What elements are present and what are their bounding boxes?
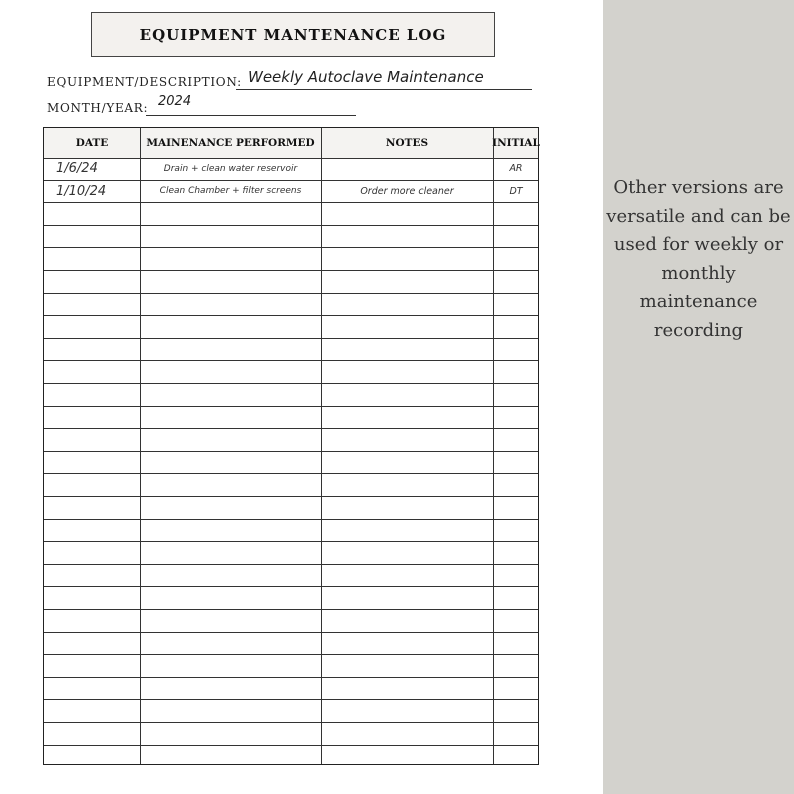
cell-date[interactable] bbox=[44, 542, 140, 564]
cell-notes[interactable] bbox=[321, 678, 493, 700]
cell-notes[interactable] bbox=[321, 316, 493, 338]
equipment-value[interactable]: Weekly Autoclave Maintenance bbox=[248, 68, 484, 86]
cell-date[interactable] bbox=[44, 520, 140, 542]
cell-maintenance-performed[interactable] bbox=[140, 542, 321, 564]
cell-notes[interactable] bbox=[321, 248, 493, 270]
cell-maintenance-performed[interactable] bbox=[140, 520, 321, 542]
table-row bbox=[44, 520, 538, 543]
table-row bbox=[44, 723, 538, 746]
table-row bbox=[44, 271, 538, 294]
cell-date[interactable] bbox=[44, 407, 140, 429]
cell-date[interactable] bbox=[44, 746, 140, 769]
cell-notes[interactable] bbox=[321, 203, 493, 225]
table-row bbox=[44, 361, 538, 384]
table-row bbox=[44, 587, 538, 610]
cell-notes[interactable] bbox=[321, 474, 493, 496]
table-row bbox=[44, 474, 538, 497]
month-year-label: MONTH/YEAR: bbox=[47, 101, 149, 115]
cell-maintenance-performed[interactable] bbox=[140, 339, 321, 361]
cell-notes[interactable] bbox=[321, 655, 493, 677]
cell-notes[interactable] bbox=[321, 520, 493, 542]
column-divider bbox=[140, 128, 141, 764]
cell-initial[interactable] bbox=[493, 587, 539, 609]
cell-notes[interactable] bbox=[321, 610, 493, 632]
table-row bbox=[44, 700, 538, 723]
cell-date[interactable] bbox=[44, 294, 140, 316]
cell-notes[interactable] bbox=[321, 746, 493, 769]
cell-date[interactable] bbox=[44, 316, 140, 338]
cell-date[interactable] bbox=[44, 723, 140, 745]
table-row bbox=[44, 565, 538, 588]
cell-notes[interactable] bbox=[321, 339, 493, 361]
cell-maintenance-performed[interactable] bbox=[140, 565, 321, 587]
cell-date[interactable] bbox=[44, 248, 140, 270]
table-row bbox=[44, 678, 538, 701]
cell-initial[interactable] bbox=[493, 203, 539, 225]
side-panel bbox=[603, 0, 794, 794]
cell-notes[interactable] bbox=[321, 226, 493, 248]
cell-initial[interactable]: DT bbox=[509, 185, 523, 197]
cell-notes[interactable] bbox=[321, 271, 493, 293]
cell-notes[interactable] bbox=[321, 565, 493, 587]
cell-maintenance-performed[interactable] bbox=[140, 746, 321, 769]
table-row bbox=[44, 203, 538, 226]
cell-notes[interactable] bbox=[321, 294, 493, 316]
cell-date[interactable] bbox=[44, 655, 140, 677]
table-row bbox=[44, 248, 538, 271]
header-date: DATE bbox=[75, 137, 109, 149]
column-divider bbox=[321, 128, 322, 764]
cell-initial[interactable] bbox=[493, 474, 539, 496]
cell-initial[interactable] bbox=[493, 542, 539, 564]
cell-initial[interactable] bbox=[493, 520, 539, 542]
cell-initial[interactable] bbox=[493, 294, 539, 316]
cell-date[interactable] bbox=[44, 271, 140, 293]
header-initial: INITIAL bbox=[492, 137, 540, 149]
table-header bbox=[44, 128, 538, 159]
table-row bbox=[44, 610, 538, 633]
cell-date[interactable] bbox=[44, 226, 140, 248]
cell-maintenance-performed[interactable]: Clean Chamber + filter screens bbox=[159, 186, 302, 197]
cell-initial[interactable] bbox=[493, 497, 539, 519]
cell-maintenance-performed[interactable] bbox=[140, 429, 321, 451]
cell-maintenance-performed[interactable] bbox=[140, 316, 321, 338]
table-row bbox=[44, 655, 538, 678]
cell-maintenance-performed[interactable] bbox=[140, 587, 321, 609]
column-divider bbox=[493, 128, 494, 764]
cell-date[interactable] bbox=[44, 203, 140, 225]
cell-initial[interactable] bbox=[493, 452, 539, 474]
cell-maintenance-performed[interactable] bbox=[140, 203, 321, 225]
cell-notes[interactable] bbox=[321, 497, 493, 519]
cell-maintenance-performed[interactable] bbox=[140, 248, 321, 270]
cell-initial[interactable] bbox=[493, 271, 539, 293]
table-row bbox=[44, 407, 538, 430]
cell-notes[interactable] bbox=[321, 407, 493, 429]
header-notes: NOTES bbox=[385, 137, 429, 149]
cell-notes[interactable] bbox=[321, 723, 493, 745]
header-maintenance-performed: MAINENANCE PERFORMED bbox=[146, 137, 315, 149]
cell-maintenance-performed[interactable] bbox=[140, 474, 321, 496]
cell-maintenance-performed[interactable] bbox=[140, 384, 321, 406]
cell-notes[interactable] bbox=[321, 633, 493, 655]
cell-date[interactable] bbox=[44, 587, 140, 609]
equipment-line bbox=[236, 89, 532, 90]
cell-initial[interactable] bbox=[493, 316, 539, 338]
cell-date[interactable] bbox=[44, 474, 140, 496]
cell-initial[interactable] bbox=[493, 361, 539, 383]
table-row bbox=[44, 181, 538, 204]
cell-maintenance-performed[interactable] bbox=[140, 452, 321, 474]
cell-initial[interactable]: AR bbox=[509, 163, 523, 175]
cell-maintenance-performed[interactable] bbox=[140, 226, 321, 248]
table-row bbox=[44, 339, 538, 362]
month-year-value[interactable]: 2024 bbox=[158, 94, 192, 109]
table-row bbox=[44, 384, 538, 407]
cell-maintenance-performed[interactable] bbox=[140, 633, 321, 655]
cell-initial[interactable] bbox=[493, 226, 539, 248]
table-row bbox=[44, 429, 538, 452]
cell-date[interactable] bbox=[44, 339, 140, 361]
cell-initial[interactable] bbox=[493, 248, 539, 270]
cell-notes[interactable]: Order more cleaner bbox=[360, 185, 454, 197]
cell-date[interactable] bbox=[44, 429, 140, 451]
cell-initial[interactable] bbox=[493, 655, 539, 677]
table-row bbox=[44, 294, 538, 317]
cell-notes[interactable] bbox=[321, 361, 493, 383]
cell-date[interactable]: 1/10/24 bbox=[56, 183, 107, 199]
cell-date[interactable] bbox=[44, 610, 140, 632]
equipment-label: EQUIPMENT/DESCRIPTION: bbox=[47, 75, 242, 89]
month-year-line bbox=[146, 115, 356, 116]
cell-date[interactable] bbox=[44, 361, 140, 383]
cell-notes[interactable] bbox=[321, 587, 493, 609]
cell-maintenance-performed[interactable] bbox=[140, 294, 321, 316]
cell-notes[interactable] bbox=[321, 700, 493, 722]
cell-maintenance-performed[interactable] bbox=[140, 655, 321, 677]
cell-initial[interactable] bbox=[493, 610, 539, 632]
cell-maintenance-performed[interactable] bbox=[140, 497, 321, 519]
cell-initial[interactable] bbox=[493, 678, 539, 700]
cell-notes[interactable] bbox=[321, 452, 493, 474]
cell-date[interactable] bbox=[44, 633, 140, 655]
cell-date[interactable] bbox=[44, 678, 140, 700]
side-note: Other versions are versatile and can be used for weekly or monthly maintenance recording bbox=[606, 177, 791, 341]
cell-initial[interactable] bbox=[493, 407, 539, 429]
table-row bbox=[44, 497, 538, 520]
cell-notes[interactable] bbox=[321, 158, 493, 180]
cell-notes[interactable] bbox=[321, 542, 493, 564]
cell-date[interactable] bbox=[44, 384, 140, 406]
log-title: EQUIPMENT MANTENANCE LOG bbox=[91, 12, 495, 57]
cell-maintenance-performed[interactable] bbox=[140, 610, 321, 632]
cell-maintenance-performed[interactable]: Drain + clean water reservoir bbox=[163, 163, 298, 174]
cell-notes[interactable] bbox=[321, 384, 493, 406]
cell-initial[interactable] bbox=[493, 746, 539, 769]
cell-maintenance-performed[interactable] bbox=[140, 361, 321, 383]
cell-date[interactable] bbox=[44, 452, 140, 474]
cell-maintenance-performed[interactable] bbox=[140, 700, 321, 722]
cell-date[interactable]: 1/6/24 bbox=[56, 161, 98, 177]
cell-initial[interactable] bbox=[493, 339, 539, 361]
maintenance-table bbox=[43, 127, 539, 765]
table-row bbox=[44, 158, 538, 181]
table-row bbox=[44, 452, 538, 475]
cell-maintenance-performed[interactable] bbox=[140, 723, 321, 745]
table-row bbox=[44, 746, 538, 769]
table-row bbox=[44, 316, 538, 339]
cell-initial[interactable] bbox=[493, 384, 539, 406]
table-row bbox=[44, 226, 538, 249]
cell-notes[interactable] bbox=[321, 429, 493, 451]
cell-initial[interactable] bbox=[493, 700, 539, 722]
cell-initial[interactable] bbox=[493, 723, 539, 745]
cell-initial[interactable] bbox=[493, 429, 539, 451]
cell-date[interactable] bbox=[44, 700, 140, 722]
cell-maintenance-performed[interactable] bbox=[140, 407, 321, 429]
cell-maintenance-performed[interactable] bbox=[140, 678, 321, 700]
cell-maintenance-performed[interactable] bbox=[140, 271, 321, 293]
table-row bbox=[44, 542, 538, 565]
cell-initial[interactable] bbox=[493, 633, 539, 655]
table-row bbox=[44, 633, 538, 656]
cell-date[interactable] bbox=[44, 565, 140, 587]
cell-date[interactable] bbox=[44, 497, 140, 519]
cell-initial[interactable] bbox=[493, 565, 539, 587]
